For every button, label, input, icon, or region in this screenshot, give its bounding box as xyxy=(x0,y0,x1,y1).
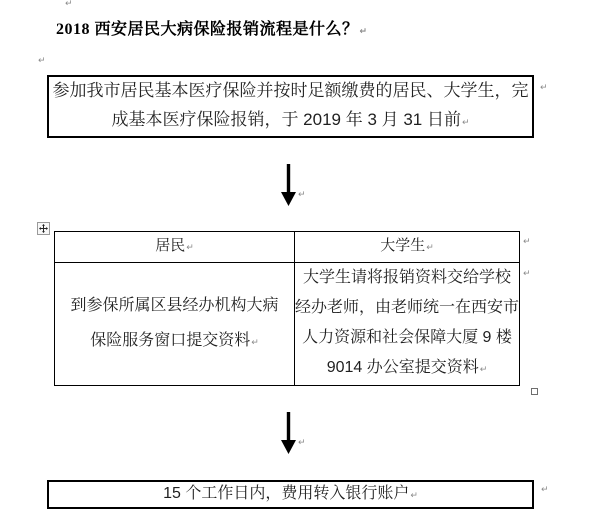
paragraph-mark: ↵ xyxy=(523,237,531,247)
move-cross-icon xyxy=(39,224,48,233)
step1-line-2: 成基本医疗保险报销，于 2019 年 3 月 31 日前↵ xyxy=(111,109,470,129)
table-resize-handle[interactable] xyxy=(531,388,538,395)
paragraph-mark: ↵ xyxy=(65,0,73,9)
table-header-row xyxy=(55,232,520,263)
paragraph-mark: ↵ xyxy=(540,83,548,93)
resident-line-2: 保险服务窗口提交资料↵ xyxy=(90,331,259,349)
student-line-3: 人力资源和社会保障大厦 9 楼 xyxy=(302,329,512,346)
student-line-1: 大学生请将报销资料交给学校 xyxy=(302,269,511,286)
student-line-2: 经办老师，由老师统一在西安市 xyxy=(295,299,520,316)
student-line-4: 9014 办公室提交资料↵ xyxy=(326,359,488,376)
paragraph-mark: ↵ xyxy=(523,269,531,279)
paragraph-mark: ↵ xyxy=(461,117,470,128)
document-title-text: 2018 西安居民大病保险报销流程是什么？ xyxy=(56,21,359,38)
flow-step-1-box[interactable] xyxy=(47,75,534,138)
paragraph-mark: ↵ xyxy=(38,56,46,66)
table-header-resident[interactable]: 居民↵ xyxy=(55,232,295,263)
down-arrow-icon xyxy=(281,164,296,206)
table-cell-resident-procedure[interactable] xyxy=(55,263,295,386)
paragraph-mark: ↵ xyxy=(298,438,306,448)
flow-table xyxy=(54,231,520,386)
flow-step-3-box[interactable] xyxy=(47,480,534,509)
table-cell-student-procedure[interactable] xyxy=(295,263,520,386)
step1-line-1: 参加我市居民基本医疗保险并按时足额缴费的居民、大学生，完 xyxy=(52,80,529,100)
flow-down-arrow-1[interactable] xyxy=(281,164,296,206)
paragraph-mark: ↵ xyxy=(426,243,434,253)
paragraph-mark: ↵ xyxy=(479,365,488,375)
flow-down-arrow-2[interactable] xyxy=(281,412,296,454)
step3-text: 15 个工作日内，费用转入银行账户↵ xyxy=(163,484,418,502)
paragraph-mark: ↵ xyxy=(251,337,259,348)
table-move-handle[interactable] xyxy=(37,222,50,235)
paragraph-mark: ↵ xyxy=(541,485,549,495)
paragraph-mark: ↵ xyxy=(298,190,306,200)
resident-line-1: 到参保所属区县经办机构大病 xyxy=(70,296,279,314)
table-header-student[interactable]: 大学生↵ xyxy=(295,232,520,263)
down-arrow-icon xyxy=(281,412,296,454)
paragraph-mark: ↵ xyxy=(359,27,368,37)
paragraph-mark: ↵ xyxy=(410,490,418,501)
document-title[interactable] xyxy=(56,19,368,43)
table-body-row xyxy=(55,263,520,386)
paragraph-mark: ↵ xyxy=(186,243,194,253)
